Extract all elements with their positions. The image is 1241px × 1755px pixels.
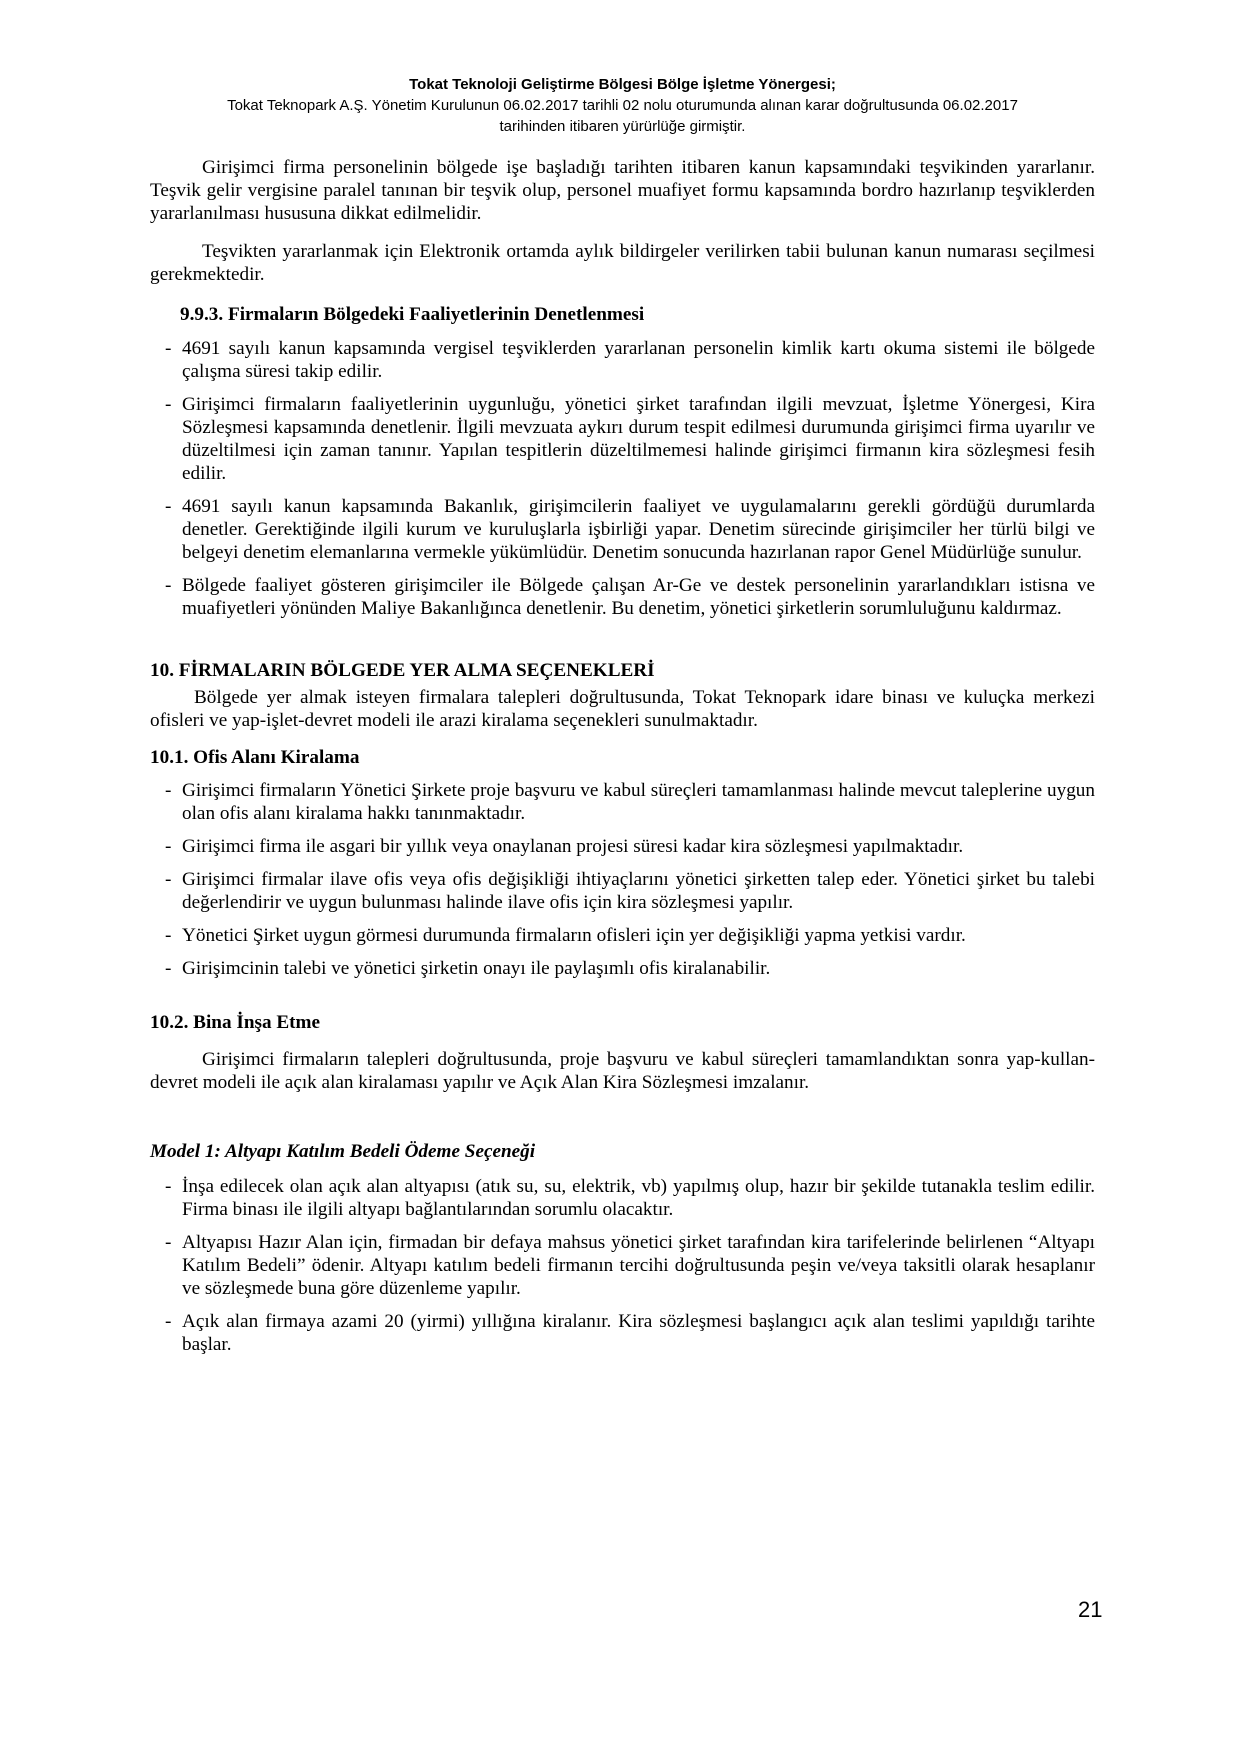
list-item-text: Yönetici Şirket uygun görmesi durumunda firmaların ofisleri için yer değişikliği yapma yetkisi vardır. [182,925,966,946]
page-number: 21 [1078,1597,1103,1622]
intro-paragraph-1: Girişimci firma personelinin bölgede işe başladığı tarihten itibaren kanun kapsamındaki teşvikinden yararlanır. Teşvik gelir vergisine paralel tanınan bir teşvik olup, personel muafiyet formu kapsamında bordro hazırlanıp teşviklerden yararlanılması hususuna dikkat edilmelidir. [150,157,1095,224]
list-dash: - [165,1311,172,1332]
list-item [150,574,1095,620]
list-item [150,868,1095,914]
list-item [150,779,1095,825]
list-item [150,337,1095,383]
header-line-3: tarihinden itibaren yürürlüğe girmiştir. [499,118,746,135]
list-item [150,1175,1095,1221]
list-dash: - [165,836,172,857]
list-item-text: Girişimci firmalar ilave ofis veya ofis değişikliği ihtiyaçlarını yönetici şirketten talep eder. Yönetici şirket bu talebi değerlendirir ve uygun bulunması halinde ilave ofis için kira sözleşmesi yapılır. [182,869,1095,913]
list-dash: - [165,869,172,890]
list-item-text: Altyapısı Hazır Alan için, firmadan bir defaya mahsus yönetici şirket tarafından kira tarifelerinde belirlenen “Altyapı Katılım Bedeli” ödenir. Altyapı katılım bedeli firmanın tercihi doğrultusunda peşin ve/veya taksitli olarak hesaplanır ve sözleşmede buna göre düzenleme yapılır. [182,1232,1095,1299]
list-item [150,924,1095,947]
list-item-text: Girişimcinin talebi ve yönetici şirketin onayı ile paylaşımlı ofis kiralanabilir. [182,958,771,979]
list-dash: - [165,338,172,359]
list-item-text: Girişimci firmaların faaliyetlerinin uygunluğu, yönetici şirket tarafından ilgili mevzuat, İşletme Yönergesi, Kira Sözleşmesi kapsamında denetlenir. İlgili mevzuata aykırı durum tespit edilmesi durumunda girişimci firma uyarılır ve düzeltilmesi için zaman tanınır. Yapılan tespitlerin düzeltilmemesi halinde girişimci firmanın kira sözleşmesi fesih edilir. [182,394,1095,484]
section-10-2-heading: 10.2. Bina İnşa Etme [150,1012,321,1033]
model-1-list [150,1175,1095,1356]
list-dash: - [165,394,172,415]
list-dash: - [165,780,172,801]
list-item [150,1231,1095,1300]
list-item-text: 4691 sayılı kanun kapsamında vergisel teşviklerden yararlanan personelin kimlik kartı okuma sistemi ile bölgede çalışma süresi takip edilir. [182,338,1095,382]
list-dash: - [165,496,172,517]
list-dash: - [165,575,172,596]
section-10-paragraph: Bölgede yer almak isteyen firmalara talepleri doğrultusunda, Tokat Teknopark idare binası ve kuluçka merkezi ofisleri ve yap-işlet-devret modeli ile arazi kiralama seçenekleri sunulmaktadır. [150,687,1095,731]
section-10-1-heading: 10.1. Ofis Alanı Kiralama [150,747,360,768]
list-item [150,957,1095,980]
list-dash: - [165,1176,172,1197]
section-10-heading: 10. FİRMALARIN BÖLGEDE YER ALMA SEÇENEKLERİ [150,660,655,681]
list-dash: - [165,925,172,946]
section-9-9-3-heading: 9.9.3. Firmaların Bölgedeki Faaliyetlerinin Denetlenmesi [180,304,645,325]
list-dash: - [165,958,172,979]
list-item-text: Bölgede faaliyet gösteren girişimciler ile Bölgede çalışan Ar-Ge ve destek personelinin yararlandıkları istisna ve muafiyetleri yönünden Maliye Bakanlığınca denetlenir. Bu denetim, yönetici şirketlerin sorumluluğunu kaldırmaz. [182,575,1095,619]
list-item [150,1310,1095,1356]
list-dash: - [165,1232,172,1253]
list-item [150,393,1095,485]
section-10-1-list [150,779,1095,980]
page-header [150,0,1095,137]
list-item-text: Girişimci firmaların Yönetici Şirkete proje başvuru ve kabul süreçleri tamamlanması halinde mevcut taleplerine uygun olan ofis alanı kiralama hakkı tanınmaktadır. [182,780,1095,824]
section-9-9-3-list [150,337,1095,620]
list-item [150,495,1095,564]
model-1-heading: Model 1: Altyapı Katılım Bedeli Ödeme Seçeneği [150,1141,536,1162]
header-line-2: Tokat Teknopark A.Ş. Yönetim Kurulunun 06.02.2017 tarihli 02 nolu oturumunda alınan karar doğrultusunda 06.02.2017 [227,97,1018,114]
list-item [150,835,1095,858]
document-body [150,156,1095,1356]
list-item-text: 4691 sayılı kanun kapsamında Bakanlık, girişimcilerin faaliyet ve uygulamalarını gerekli gördüğü durumlarda denetler. Gerektiğinde ilgili kurum ve kuruluşlarla işbirliği yapar. Denetim sürecinde girişimciler her türlü bilgi ve belgeyi denetim elemanlarına vermekle yükümlüdür. Denetim sonucunda hazırlanan rapor Genel Müdürlüğe sunulur. [182,496,1095,563]
list-item-text: İnşa edilecek olan açık alan altyapısı (atık su, su, elektrik, vb) yapılmış olup, hazır bir şekilde tutanakla teslim edilir. Firma binası ile ilgili altyapı bağlantılarından sorumlu olacaktır. [182,1176,1095,1220]
header-title: Tokat Teknoloji Geliştirme Bölgesi Bölge İşletme Yönergesi; [409,76,836,93]
list-item-text: Girişimci firma ile asgari bir yıllık veya onaylanan projesi süresi kadar kira sözleşmesi yapılmaktadır. [182,836,964,857]
intro-paragraph-2: Teşvikten yararlanmak için Elektronik ortamda aylık bildirgeler verilirken tabii bulunan kanun numarası seçilmesi gerekmektedir. [150,241,1095,285]
section-10-2-paragraph: Girişimci firmaların talepleri doğrultusunda, proje başvuru ve kabul süreçleri tamamlandıktan sonra yap-kullan-devret modeli ile açık alan kiralaması yapılır ve Açık Alan Kira Sözleşmesi imzalanır. [150,1049,1095,1093]
list-item-text: Açık alan firmaya azami 20 (yirmi) yıllığına kiralanır. Kira sözleşmesi başlangıcı açık alan teslimi yapıldığı tarihte başlar. [182,1311,1095,1355]
